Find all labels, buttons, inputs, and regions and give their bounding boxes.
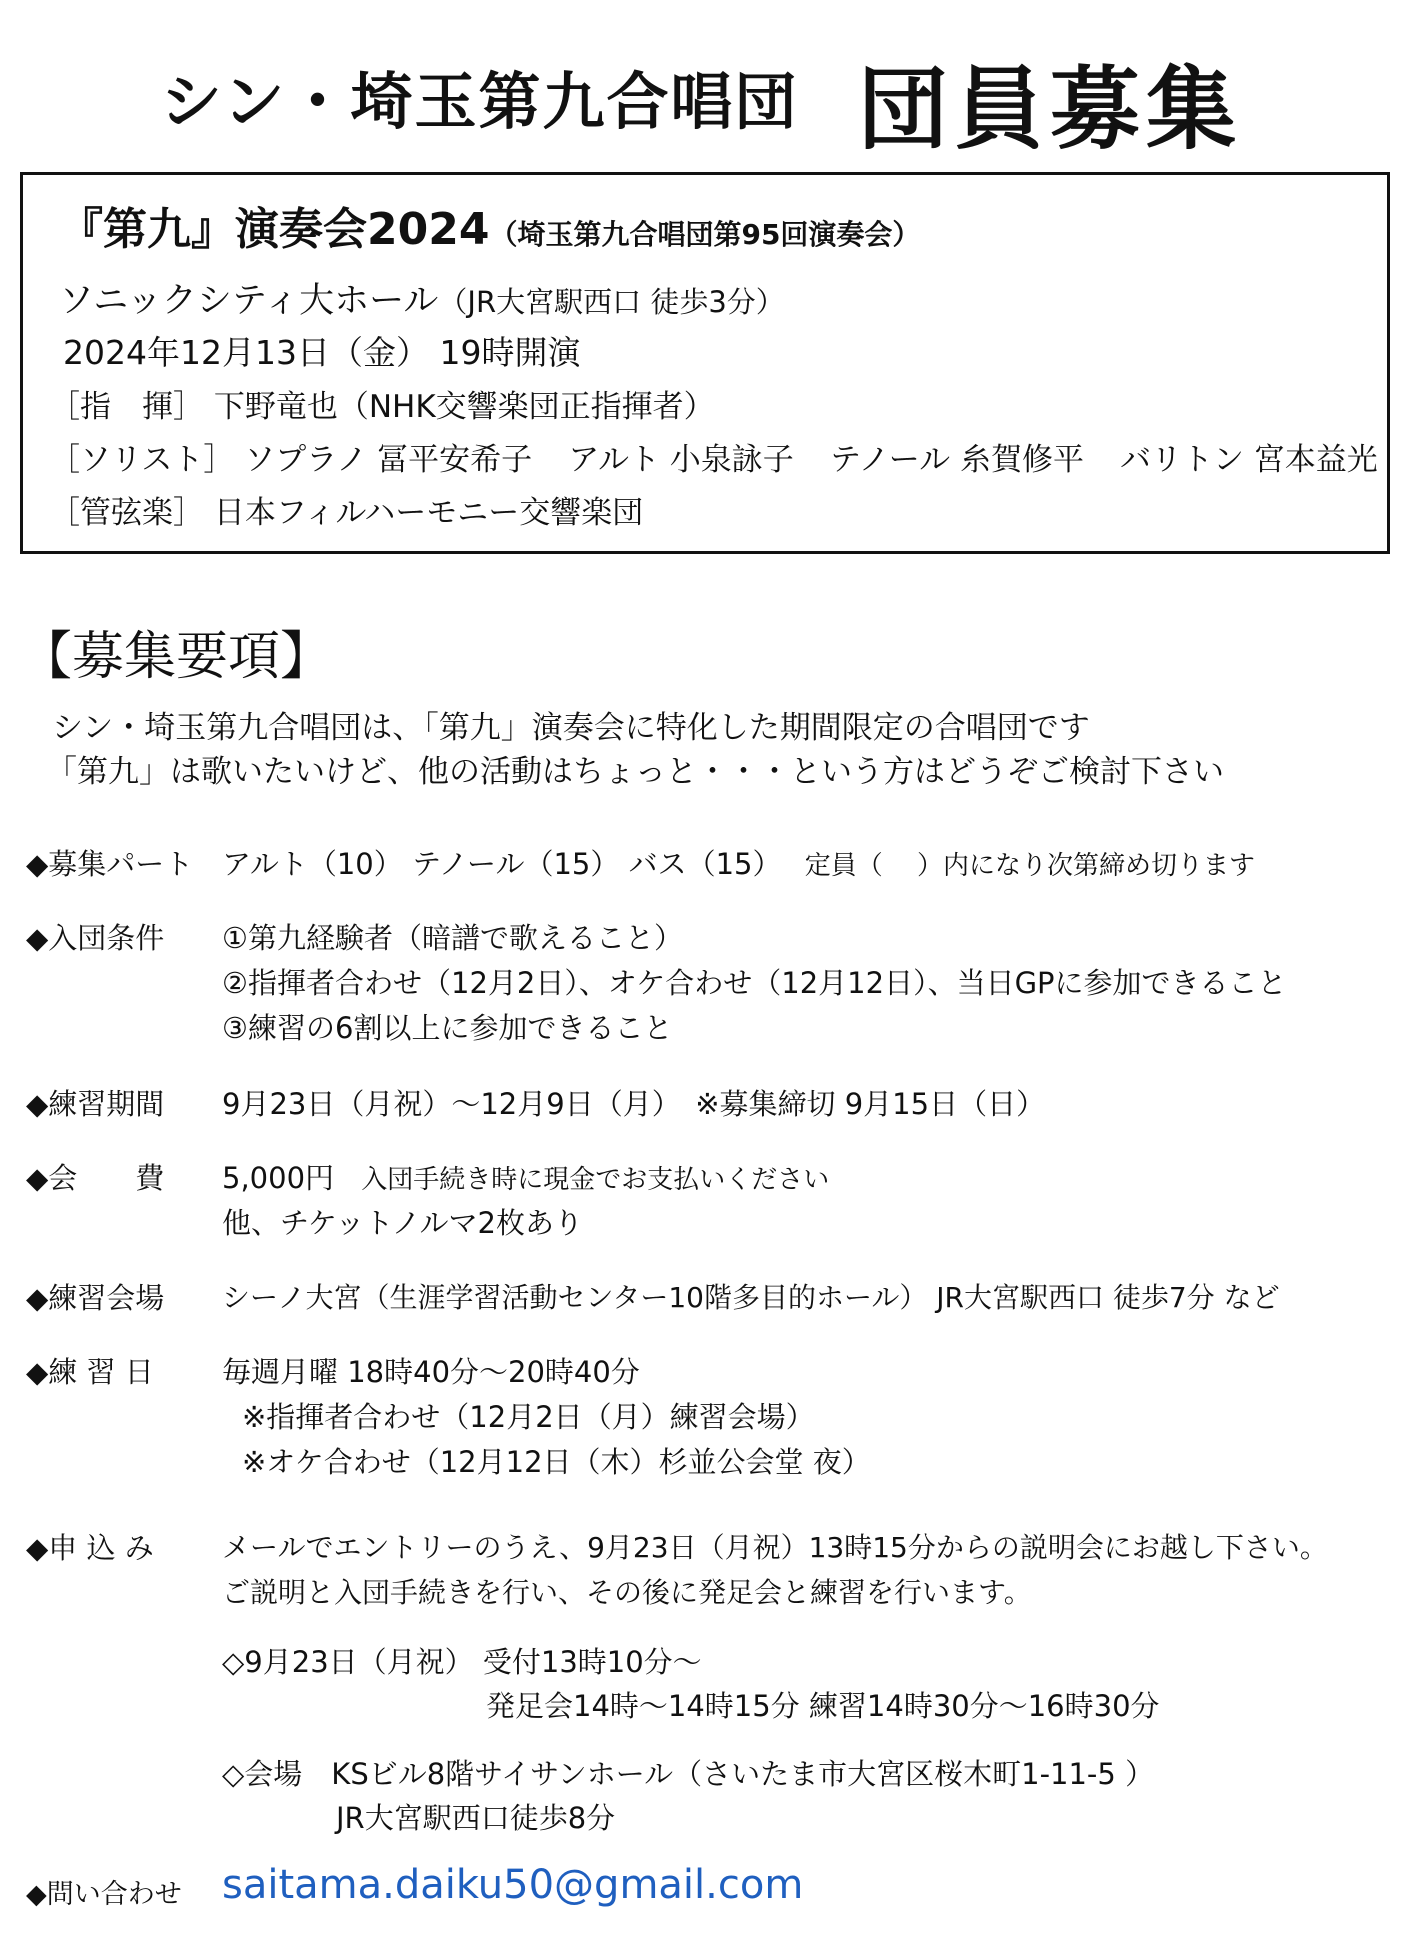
orchestra-name: 日本フィルハーモニー交響楽団 <box>213 495 644 531</box>
concert-date: 2024年12月13日（金） 19時開演 <box>63 333 581 372</box>
concert-title: 『第九』演奏会2024 <box>59 204 490 255</box>
practice-venue-label: ◆練習会場 <box>26 1281 165 1315</box>
parts-list: アルト（10） テノール（15） バス（15） <box>222 847 782 881</box>
session-detail: 発足会14時～14時15分 練習14時30分～16時30分 <box>486 1689 1160 1723</box>
conditions-label: ◆入団条件 <box>26 921 165 955</box>
contact-email-link[interactable]: saitama.daiku50@gmail.com <box>222 1862 804 1908</box>
period-label: ◆練習期間 <box>26 1087 165 1121</box>
guidelines-heading: 【募集要項】 <box>20 627 333 687</box>
concert-info-box <box>20 172 1390 554</box>
soloist-label: ［ソリスト］ <box>49 442 235 478</box>
concert-title-sub: （埼玉第九合唱団第95回演奏会） <box>489 218 921 251</box>
condition-item: ②指揮者合わせ（12月2日）、オケ合わせ（12月12日）、当日GPに参加できること <box>222 966 1287 1000</box>
session-venue: ◇会場 KSビル8階サイサンホール（さいたま市大宮区桜木町1-11-5 ） <box>222 1757 1155 1791</box>
fee-extra: 他、チケットノルマ2枚あり <box>222 1206 583 1240</box>
concert-venue: ソニックシティ大ホール <box>59 281 439 321</box>
orchestra-line <box>49 487 643 532</box>
schedule-note: ※指揮者合わせ（12月2日（月）練習会場） <box>242 1400 815 1434</box>
fee-line <box>222 1156 829 1197</box>
session-date: ◇9月23日（月祝） 受付13時10分～ <box>222 1645 702 1679</box>
intro-line-1: シン・埼玉第九合唱団は、「第九」演奏会に特化した期間限定の合唱団です <box>52 710 1090 746</box>
parts-label: ◆募集パート <box>26 847 194 881</box>
soloist-alto: アルト 小泉詠子 <box>568 442 794 478</box>
parts-value <box>222 842 1255 883</box>
application-line-2: ご説明と入団手続きを行い、その後に発足会と練習を行います。 <box>222 1576 1032 1609</box>
condition-item: ①第九経験者（暗譜で歌えること） <box>222 921 683 955</box>
orchestra-label: ［管弦楽］ <box>49 495 204 531</box>
recruitment-title: 団員募集 <box>858 57 1242 162</box>
fee-label: ◆会 費 <box>26 1161 165 1195</box>
soloist-line <box>49 434 1378 479</box>
concert-venue-line <box>59 273 785 323</box>
contact-label: ◆問い合わせ <box>26 1879 182 1910</box>
conductor-name: 下野竜也（NHK交響楽団正指揮者） <box>213 389 715 425</box>
conductor-label: ［指 揮］ <box>49 389 204 425</box>
application-line-1: メールでエントリーのうえ、9月23日（月祝）13時15分からの説明会にお越し下さい。 <box>222 1531 1328 1564</box>
organization-title: シン・埼玉第九合唱団 <box>160 65 799 138</box>
soloist-baritone: バリトン 宮本益光 <box>1119 442 1378 478</box>
fee-note: 入団手続き時に現金でお支払いください <box>361 1165 830 1195</box>
session-access: JR大宮駅西口徒歩8分 <box>336 1801 616 1835</box>
period-value: 9月23日（月祝）～12月9日（月） ※募集締切 9月15日（日） <box>222 1087 1046 1121</box>
soloist-soprano: ソプラノ 冨平安希子 <box>244 442 533 478</box>
schedule-note: ※オケ合わせ（12月12日（木）杉並公会堂 夜） <box>242 1445 871 1479</box>
concert-venue-note: （JR大宮駅西口 徒歩3分） <box>438 285 785 319</box>
intro-line-2: 「第九」は歌いたいけど、他の活動はちょっと・・・という方はどうぞご検討下さい <box>46 754 1224 790</box>
application-label: ◆申 込 み <box>26 1531 154 1565</box>
concert-title-line <box>59 193 920 257</box>
fee-amount: 5,000円 <box>222 1161 335 1195</box>
conductor-line <box>49 381 715 426</box>
parts-note: 定員（ ）内になり次第締め切ります <box>804 851 1255 881</box>
soloist-tenor: テノール 糸賀修平 <box>829 442 1084 478</box>
schedule-label: ◆練 習 日 <box>26 1355 154 1389</box>
schedule-value: 毎週月曜 18時40分～20時40分 <box>222 1355 640 1389</box>
practice-venue-value: シーノ大宮（生涯学習活動センター10階多目的ホール） JR大宮駅西口 徒歩7分 など <box>222 1281 1280 1314</box>
condition-item: ③練習の6割以上に参加できること <box>222 1011 673 1045</box>
